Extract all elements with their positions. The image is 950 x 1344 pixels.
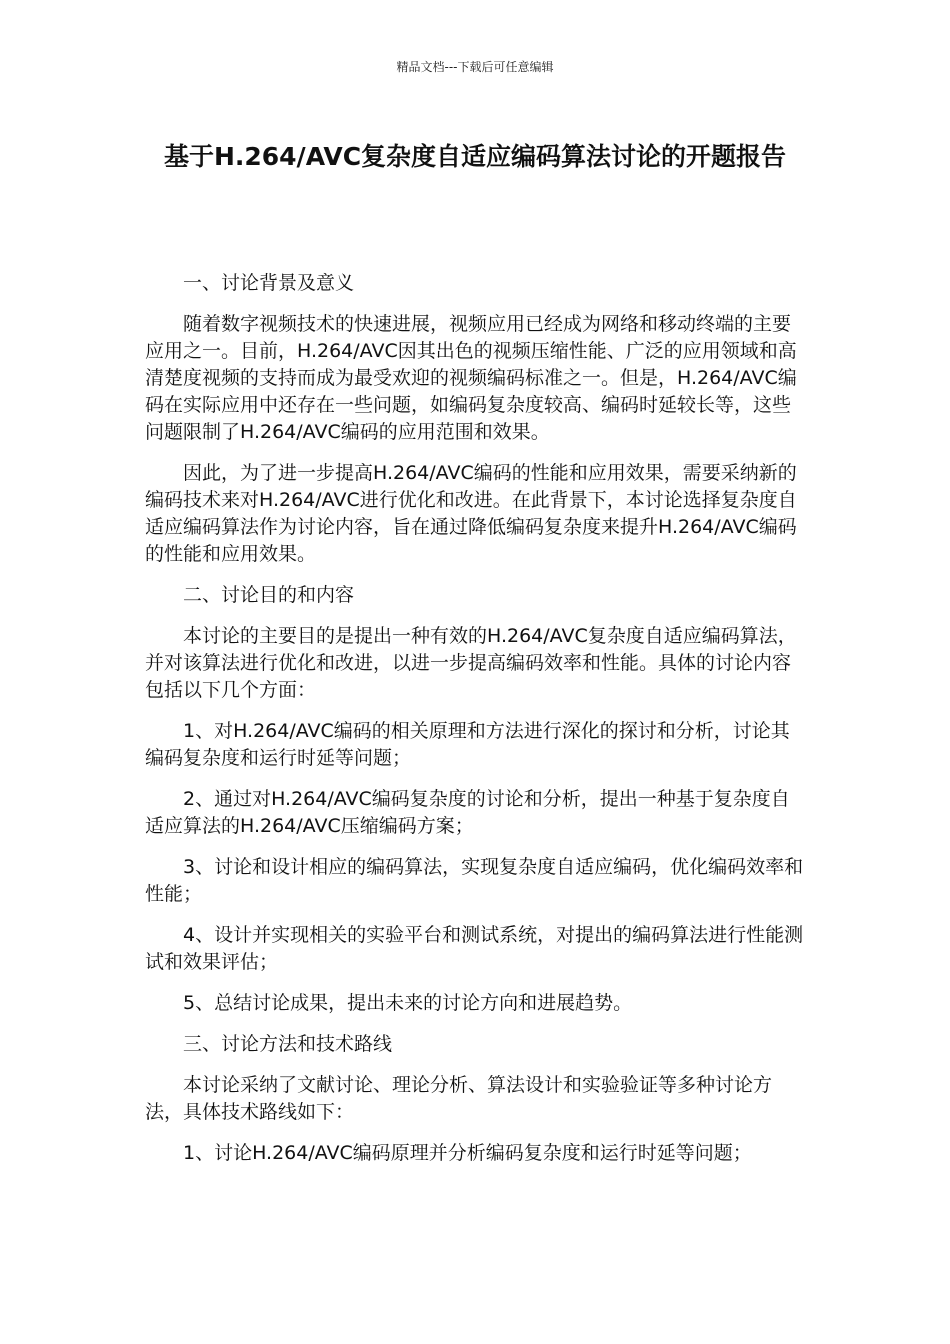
list-item-purpose-1: 1、对H.264/AVC编码的相关原理和方法进行深化的探讨和分析，讨论其编码复杂度和运行时延等问题；	[145, 720, 790, 769]
list-item-purpose-5: 5、总结讨论成果，提出未来的讨论方向和进展趋势。	[183, 992, 633, 1014]
paragraph-background-2: 因此，为了进一步提高H.264/AVC编码的性能和应用效果，需要采纳新的编码技术来对H.264/AVC进行优化和改进。在此背景下，本讨论选择复杂度自适应编码算法作为讨论内容，旨在通过降低编码复杂度来提升H.264/AVC编码的性能和应用效果。	[145, 462, 797, 565]
section-heading-purpose: 二、讨论目的和内容	[183, 584, 355, 606]
list-item-method-1: 1、讨论H.264/AVC编码原理并分析编码复杂度和运行时延等问题；	[183, 1142, 752, 1164]
list-item-purpose-3: 3、讨论和设计相应的编码算法，实现复杂度自适应编码，优化编码效率和性能；	[145, 856, 804, 905]
paragraph-background-1: 随着数字视频技术的快速进展，视频应用已经成为网络和移动终端的主要应用之一。目前，H.264/AVC因其出色的视频压缩性能、广泛的应用领域和高清楚度视频的支持而成为最受欢迎的视频编码标准之一。但是，H.264/AVC编码在实际应用中还存在一些问题，如编码复杂度较高、编码时延较长等，这些问题限制了H.264/AVC编码的应用范围和效果。	[145, 313, 797, 443]
document-title: 基于H.264/AVC复杂度自适应编码算法讨论的开题报告	[163, 142, 787, 171]
list-item-purpose-2: 2、通过对H.264/AVC编码复杂度的讨论和分析，提出一种基于复杂度自适应算法的H.264/AVC压缩编码方案；	[145, 788, 790, 837]
document-body	[145, 270, 807, 1181]
paragraph-method-intro: 本讨论采纳了文献讨论、理论分析、算法设计和实验验证等多种讨论方法，具体技术路线如下：	[145, 1074, 773, 1123]
section-heading-method: 三、讨论方法和技术路线	[183, 1033, 393, 1055]
header-note: 精品文档---下载后可任意编辑	[396, 60, 554, 74]
paragraph-purpose-intro: 本讨论的主要目的是提出一种有效的H.264/AVC复杂度自适应编码算法，并对该算法进行优化和改进，以进一步提高编码效率和性能。具体的讨论内容包括以下几个方面：	[145, 625, 797, 701]
list-item-purpose-4: 4、设计并实现相关的实验平台和测试系统，对提出的编码算法进行性能测试和效果评估；	[145, 924, 804, 973]
section-heading-background: 一、讨论背景及意义	[183, 272, 355, 294]
